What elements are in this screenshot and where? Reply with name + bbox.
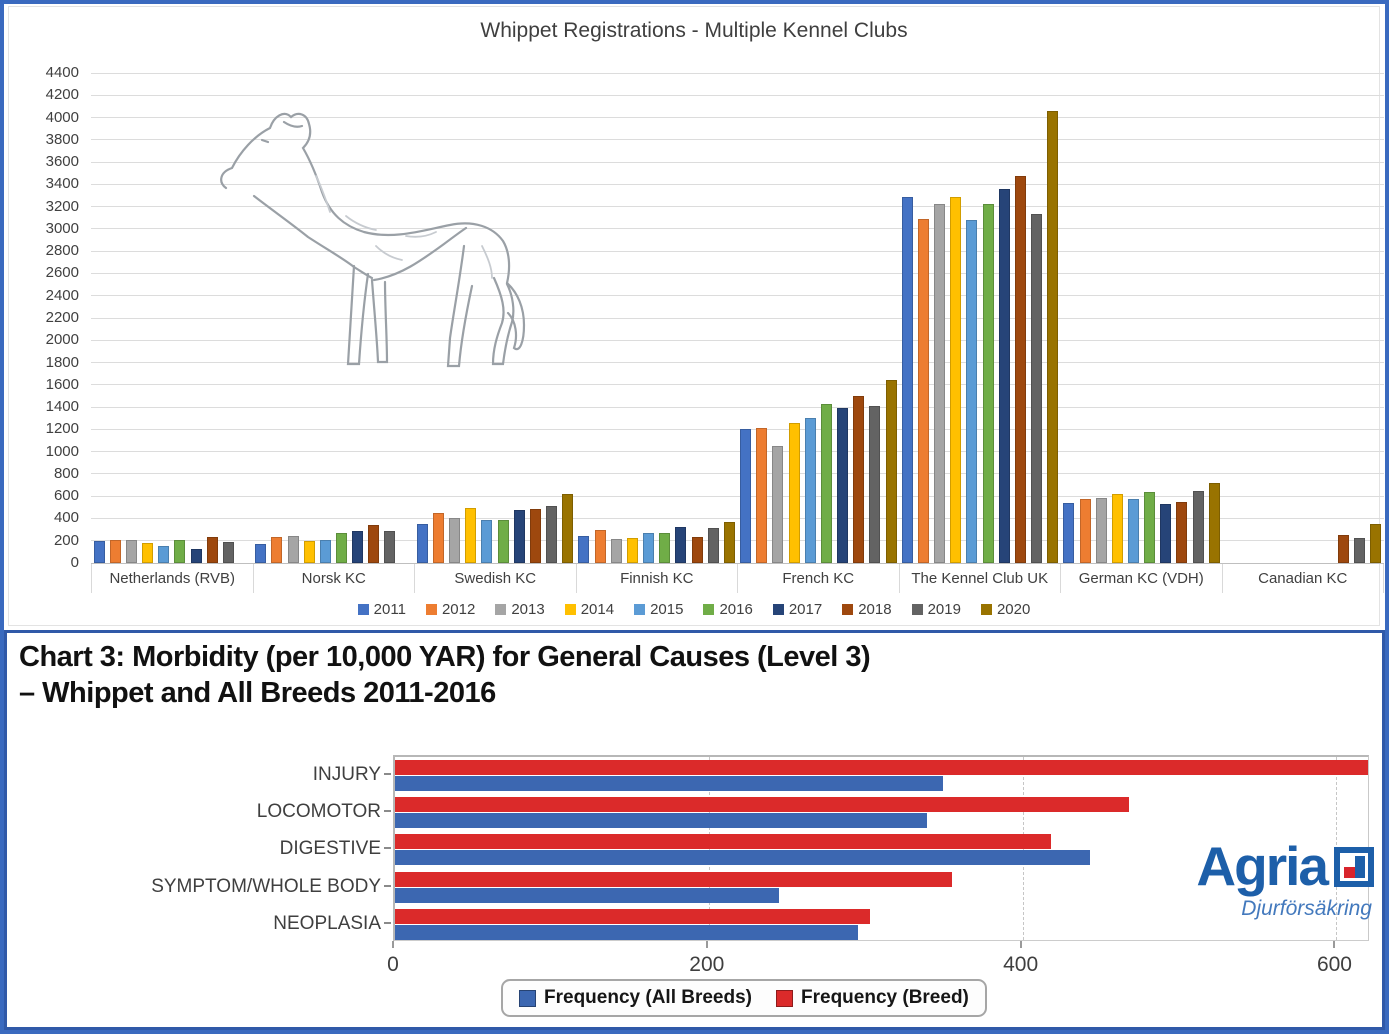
legend-label: 2019 <box>927 601 961 618</box>
bar-slot <box>915 73 931 563</box>
x-tick-label: 400 <box>1003 953 1039 976</box>
legend-item <box>842 601 891 618</box>
bar-slot <box>883 73 899 563</box>
morbidity-bar-breed <box>395 834 1051 849</box>
registration-bar <box>724 522 735 563</box>
registration-bar <box>142 543 153 563</box>
morbidity-bar-breed <box>395 909 870 924</box>
bar-slot <box>1012 73 1028 563</box>
legend-swatch <box>981 604 992 615</box>
registration-bar <box>1112 494 1123 563</box>
x-tick <box>392 941 394 948</box>
bar-slot <box>1303 73 1319 563</box>
legend-item <box>981 601 1030 618</box>
y-tick-label: 2800 <box>45 242 79 260</box>
bar-slot <box>156 73 172 563</box>
registration-bar <box>821 404 832 563</box>
bar-slot <box>802 73 818 563</box>
y-tick-label: 800 <box>53 464 79 482</box>
bar-group <box>1222 73 1384 563</box>
registration-bar <box>110 540 121 563</box>
legend-swatch <box>703 604 714 615</box>
morbidity-bar-all-breeds <box>395 925 858 940</box>
legend-item <box>565 601 614 618</box>
y-tick-label: 4200 <box>45 86 79 104</box>
category-label: Canadian KC <box>1223 564 1385 593</box>
legend-label: 2018 <box>858 601 892 618</box>
agria-tagline: Djurförsäkring <box>1241 897 1372 920</box>
bar-slot <box>980 73 996 563</box>
bar-slot <box>1319 73 1335 563</box>
registration-bar <box>902 197 913 563</box>
registration-bar <box>1080 499 1091 563</box>
bar-slot <box>964 73 980 563</box>
bar-slot <box>1271 73 1287 563</box>
bar-slot <box>1368 73 1384 563</box>
category-label: Finnish KC <box>577 564 739 593</box>
y-tick-label: 4000 <box>45 108 79 126</box>
x-tick-label: 600 <box>1316 953 1352 976</box>
registration-bar <box>207 537 218 563</box>
category-label: SYMPTOM/WHOLE BODY <box>151 875 381 897</box>
legend-item <box>912 601 961 618</box>
x-tick <box>1020 941 1022 948</box>
bar-slot <box>1028 73 1044 563</box>
category-label: INJURY <box>312 764 381 785</box>
registration-bar <box>966 220 977 563</box>
legend-label: Frequency (Breed) <box>801 987 969 1008</box>
bar-group <box>1061 73 1223 563</box>
y-tick-label: 3000 <box>45 219 79 237</box>
bar-slot <box>592 73 608 563</box>
registration-bar <box>304 541 315 563</box>
registration-bar <box>675 527 686 563</box>
bar-slot <box>641 73 657 563</box>
morbidity-bar-all-breeds <box>395 776 943 791</box>
legend-label: 2011 <box>373 601 406 618</box>
registration-bar <box>546 506 557 563</box>
registration-bar <box>1176 502 1187 563</box>
registration-bar <box>1063 503 1074 563</box>
bar-slot <box>107 73 123 563</box>
category-tick <box>384 885 391 887</box>
category-label: NEOPLASIA <box>273 912 381 934</box>
legend-swatch <box>358 604 369 615</box>
agria-logo-icon <box>1334 847 1374 887</box>
registration-bar <box>692 537 703 563</box>
y-tick-label: 1000 <box>45 442 79 460</box>
registration-bar <box>514 510 525 563</box>
bar-slot <box>1190 73 1206 563</box>
bar-slot <box>123 73 139 563</box>
legend-swatch <box>634 604 645 615</box>
registration-bar <box>1370 524 1381 563</box>
morbidity-title-line1: Chart 3: Morbidity (per 10,000 YAR) for General Causes (Level 3) <box>19 641 871 673</box>
registration-bar <box>1144 492 1155 563</box>
category-label: Norsk KC <box>254 564 416 593</box>
registrations-legend <box>9 601 1379 618</box>
morbidity-bar-all-breeds <box>395 888 779 903</box>
x-tick <box>1333 941 1335 948</box>
legend-item <box>634 601 683 618</box>
bar-slot <box>1158 73 1174 563</box>
morbidity-bar-all-breeds <box>395 850 1090 865</box>
registration-bar <box>918 219 929 563</box>
registration-bar <box>805 418 816 563</box>
legend-label: 2015 <box>650 601 684 618</box>
registrations-chart-title: Whippet Registrations - Multiple Kennel Clubs <box>480 19 908 42</box>
category-tick <box>384 922 391 924</box>
bar-slot <box>689 73 705 563</box>
y-tick-label: 3400 <box>45 175 79 193</box>
bar-slot <box>576 73 592 563</box>
legend-item <box>519 987 752 1009</box>
bar-slot <box>867 73 883 563</box>
bar-slot <box>1239 73 1255 563</box>
registration-bar <box>869 406 880 563</box>
legend-label: Frequency (All Breeds) <box>544 987 752 1008</box>
x-tick-label: 0 <box>387 953 399 976</box>
legend-swatch <box>773 604 784 615</box>
category-label: DIGESTIVE <box>279 838 381 860</box>
registration-bar <box>158 546 169 563</box>
registration-bar <box>1031 214 1042 563</box>
registration-bar <box>772 446 783 563</box>
bar-slot <box>1142 73 1158 563</box>
y-tick-label: 2200 <box>45 309 79 326</box>
x-tick-label: 200 <box>689 953 725 976</box>
bar-slot <box>996 73 1012 563</box>
registration-bar <box>1193 491 1204 563</box>
registration-bar <box>320 540 331 563</box>
registration-bar <box>174 540 185 563</box>
registration-bar <box>740 429 751 563</box>
registration-bar <box>94 541 105 563</box>
registration-bar <box>1096 498 1107 563</box>
registration-bar <box>384 531 395 563</box>
registrations-chart <box>8 6 1380 626</box>
legend-swatch <box>565 604 576 615</box>
y-tick-label: 1800 <box>45 353 79 371</box>
category-label: Swedish KC <box>415 564 577 593</box>
registration-bar <box>578 536 589 563</box>
bar-slot <box>1093 73 1109 563</box>
bar-slot <box>1174 73 1190 563</box>
registration-bar <box>886 380 897 563</box>
registration-bar <box>999 189 1010 563</box>
morbidity-bar-all-breeds <box>395 813 927 828</box>
legend-label: 2012 <box>441 601 476 618</box>
registration-bar <box>1160 504 1171 563</box>
bar-slot <box>1109 73 1125 563</box>
bar-slot <box>1045 73 1061 563</box>
registration-bar <box>950 197 961 563</box>
legend-item <box>358 601 406 618</box>
morbidity-bar-breed <box>395 872 952 887</box>
bar-slot <box>948 73 964 563</box>
bar-slot <box>1222 73 1238 563</box>
registration-bar <box>1047 111 1058 563</box>
registration-bar <box>789 423 800 563</box>
x-tick <box>706 941 708 948</box>
bar-slot <box>1077 73 1093 563</box>
registration-bar <box>1338 535 1349 563</box>
y-tick-label: 2000 <box>45 331 79 349</box>
registration-bar <box>417 524 428 563</box>
bar-slot <box>1061 73 1077 563</box>
bar-slot <box>770 73 786 563</box>
registration-bar <box>756 428 767 563</box>
registration-bar <box>837 408 848 563</box>
bar-slot <box>1287 73 1303 563</box>
registration-bar <box>223 542 234 563</box>
morbidity-title-line2: – Whippet and All Breeds 2011-2016 <box>19 677 496 709</box>
whippet-illustration <box>196 96 576 386</box>
agria-wordmark: Agria <box>1196 835 1327 897</box>
registration-bar <box>708 528 719 563</box>
registration-bar <box>983 204 994 563</box>
bar-slot <box>1336 73 1352 563</box>
agria-logo <box>1159 835 1374 921</box>
registration-bar <box>352 531 363 563</box>
registration-bar <box>1015 176 1026 563</box>
bar-slot <box>705 73 721 563</box>
morbidity-bar-breed <box>395 760 1368 775</box>
legend-swatch <box>842 604 853 615</box>
bar-slot <box>1255 73 1271 563</box>
legend-swatch <box>776 990 793 1007</box>
category-label: The Kennel Club UK <box>900 564 1062 593</box>
bar-slot <box>172 73 188 563</box>
registration-bar <box>562 494 573 563</box>
y-tick-label: 1400 <box>45 398 79 416</box>
registration-bar <box>1209 483 1220 563</box>
bar-slot <box>721 73 737 563</box>
legend-swatch <box>426 604 437 615</box>
y-tick-label: 0 <box>70 554 79 571</box>
legend-label: 2014 <box>580 601 615 618</box>
bar-slot <box>673 73 689 563</box>
legend-item <box>495 601 544 618</box>
registration-bar <box>611 539 622 563</box>
registration-bar <box>481 520 492 563</box>
registration-bar <box>368 525 379 563</box>
bar-slot <box>754 73 770 563</box>
category-tick <box>384 810 391 812</box>
registrations-x-axis <box>91 563 1384 593</box>
y-tick-label: 2400 <box>45 286 79 304</box>
bar-slot <box>91 73 107 563</box>
legend-label: 2013 <box>511 601 545 618</box>
y-tick-label: 4400 <box>45 64 79 81</box>
category-tick <box>384 847 391 849</box>
registration-bar <box>853 396 864 563</box>
legend-item <box>776 987 969 1009</box>
legend-label: 2020 <box>996 601 1031 618</box>
bar-slot <box>931 73 947 563</box>
registration-bar <box>191 549 202 563</box>
registration-bar <box>1354 538 1365 563</box>
registration-bar <box>288 536 299 563</box>
legend-item <box>703 601 752 618</box>
y-tick-label: 2600 <box>45 264 79 282</box>
registration-bar <box>465 508 476 563</box>
legend-item <box>426 601 475 618</box>
registration-bar <box>449 518 460 563</box>
legend-swatch <box>519 990 536 1007</box>
category-label: German KC (VDH) <box>1061 564 1223 593</box>
bar-slot <box>1352 73 1368 563</box>
category-label: Netherlands (RVB) <box>91 564 254 593</box>
y-tick-label: 600 <box>53 487 79 505</box>
category-label: LOCOMOTOR <box>256 801 381 823</box>
bar-group <box>899 73 1061 563</box>
bar-slot <box>657 73 673 563</box>
bar-slot <box>818 73 834 563</box>
y-tick-label: 3600 <box>45 153 79 171</box>
bar-slot <box>786 73 802 563</box>
registration-bar <box>659 533 670 563</box>
bar-slot <box>738 73 754 563</box>
bar-group <box>738 73 900 563</box>
registration-bar <box>1128 499 1139 563</box>
legend-label: 2017 <box>788 601 823 618</box>
y-tick-label: 200 <box>53 531 79 549</box>
registration-bar <box>498 520 509 563</box>
bar-slot <box>1125 73 1141 563</box>
registration-bar <box>530 509 541 563</box>
y-tick-label: 3200 <box>45 197 79 215</box>
registration-bar <box>433 513 444 563</box>
y-tick-label: 3800 <box>45 130 79 148</box>
morbidity-legend <box>501 979 987 1017</box>
legend-swatch <box>495 604 506 615</box>
bar-group <box>576 73 738 563</box>
legend-label: 2016 <box>719 601 753 618</box>
bar-slot <box>899 73 915 563</box>
registration-bar <box>255 544 266 563</box>
morbidity-bar-breed <box>395 797 1129 812</box>
category-tick <box>384 773 391 775</box>
registration-bar <box>271 537 282 563</box>
bar-slot <box>608 73 624 563</box>
legend-swatch <box>912 604 923 615</box>
registration-bar <box>643 533 654 563</box>
y-tick-label: 1600 <box>45 375 79 393</box>
category-label: French KC <box>738 564 900 593</box>
registration-bar <box>595 530 606 563</box>
bar-slot <box>1206 73 1222 563</box>
bar-slot <box>834 73 850 563</box>
bar-slot <box>851 73 867 563</box>
registration-bar <box>627 538 638 563</box>
legend-item <box>773 601 822 618</box>
bar-slot <box>140 73 156 563</box>
registration-bar <box>336 533 347 563</box>
registration-bar <box>126 540 137 563</box>
morbidity-chart <box>4 630 1385 1030</box>
bar-slot <box>624 73 640 563</box>
registration-bar <box>934 204 945 563</box>
y-tick-label: 400 <box>53 509 79 527</box>
y-tick-label: 1200 <box>45 420 79 438</box>
